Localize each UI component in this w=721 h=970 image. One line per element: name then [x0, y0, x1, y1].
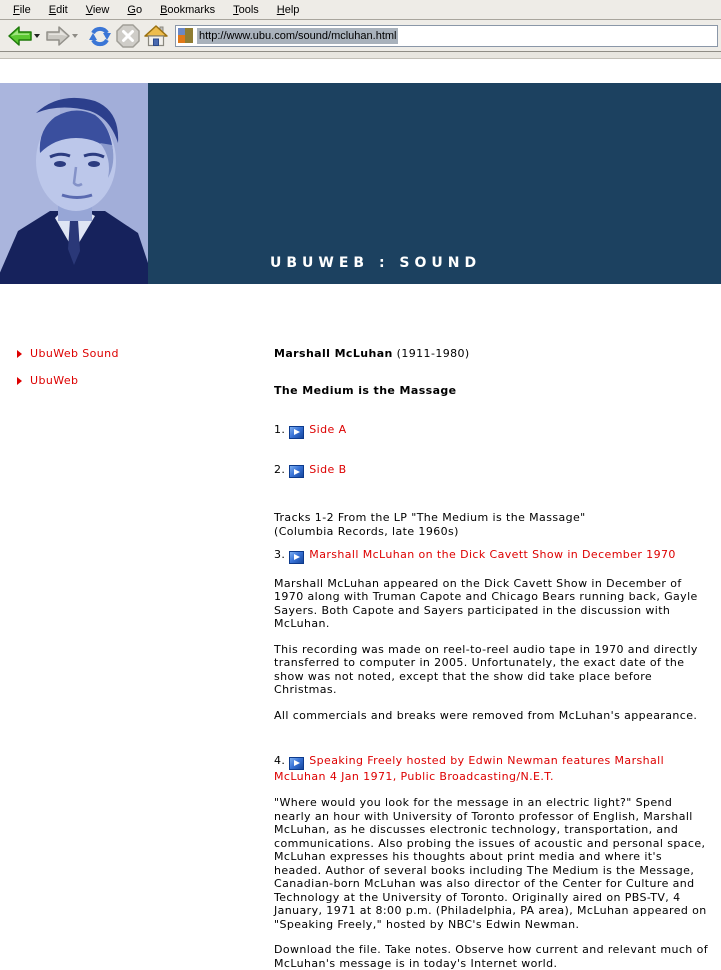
menu-file[interactable]: File: [13, 3, 31, 16]
banner-title: UBUWEB : SOUND: [270, 255, 482, 271]
track-row-3: [274, 548, 710, 564]
back-button[interactable]: [6, 22, 34, 50]
sidebar-item-label: UbuWeb: [30, 374, 79, 387]
paragraph-freely-1: "Where would you look for the message in an electric light?" Spend nearly an hour with University of Toronto professor of English, Marshall McLuhan, as he discusses electronic technology, transportation, and communications. Also probing the issues of acoustic and personal space, McLuhan expresses his thoughts about print media and where it's headed. Author of several books including The Medium is the Message, Canadian-born McLuhan was also director of the Center for Culture and Technology at the University of Toronto. Originally aired on PBS-TV, 4 January, 1971 at 8:00 p.m. (Philadelphia, PA area), McLuhan appeared on "Speaking Freely," hosted by NBC's Edwin Newman.: [274, 796, 707, 931]
paragraph-cavett-3: All commercials and breaks were removed from McLuhan's appearance.: [274, 708, 698, 722]
menu-bookmarks[interactable]: Bookmarks: [160, 3, 216, 16]
track-number: 1.: [274, 423, 286, 436]
stop-button[interactable]: [114, 22, 142, 50]
url-input[interactable]: [175, 25, 718, 47]
menu-tools[interactable]: Tools: [233, 3, 259, 16]
page-header: [0, 83, 721, 284]
menu-view[interactable]: View: [85, 3, 110, 16]
sidebar-item-ubuweb[interactable]: [17, 374, 274, 387]
lp-note-line2: (Columbia Records, late 1960s): [274, 524, 459, 538]
track-link-side-b[interactable]: Side B: [309, 462, 347, 476]
navigation-toolbar: [0, 20, 721, 52]
arrow-bullet-icon: [17, 377, 22, 385]
forward-dropdown-arrow[interactable]: [72, 34, 78, 38]
track-number: 3.: [274, 548, 286, 561]
back-dropdown-arrow[interactable]: [34, 34, 40, 38]
arrow-bullet-icon: [17, 350, 22, 358]
bookmarks-strip: [0, 52, 721, 59]
page-body: [0, 83, 721, 969]
home-icon: [143, 23, 169, 49]
play-icon[interactable]: [289, 426, 304, 439]
stop-icon: [115, 23, 141, 49]
sidebar: [0, 347, 274, 970]
track-number: 2.: [274, 462, 286, 476]
track-row-4: [274, 754, 710, 783]
track-link-speaking-freely[interactable]: Speaking Freely hosted by Edwin Newman features Marshall McLuhan 4 Jan 1971, Public Broadcasting/N.E.T.: [274, 754, 665, 783]
album-title: The Medium is the Massage: [274, 383, 457, 397]
paragraph-cavett-1: Marshall McLuhan appeared on the Dick Cavett Show in December of 1970 along with Truman Capote and Chicago Bears running back, Gayle Sayers. Both Capote and Sayers participated in the discussion with McLuhan.: [274, 576, 698, 630]
reload-icon: [87, 23, 113, 49]
play-icon[interactable]: [289, 465, 304, 478]
paragraph-freely-2: Download the file. Take notes. Observe how current and relevant much of McLuhan's message is in today's Internet world.: [274, 943, 708, 970]
site-favicon-icon[interactable]: [178, 28, 193, 43]
artist-years: (1911-1980): [392, 347, 470, 360]
track-link-cavett-show[interactable]: Marshall McLuhan on the Dick Cavett Show in December 1970: [309, 548, 676, 561]
reload-button[interactable]: [86, 22, 114, 50]
page-title: [274, 347, 710, 361]
paragraph-cavett-2: This recording was made on reel-to-reel audio tape in 1970 and directly transferred to computer in 2005. Unfortunately, the exact date of the show was not noted, except that the show did take place before Christmas.: [274, 642, 698, 696]
banner: [148, 83, 721, 284]
mcluhan-portrait-photo: [0, 83, 148, 284]
forward-icon: [45, 24, 71, 48]
menu-go[interactable]: Go: [127, 3, 143, 16]
play-icon[interactable]: [289, 551, 304, 564]
track-row-2: [274, 463, 710, 479]
artist-name: Marshall McLuhan: [274, 347, 393, 360]
menu-bar: [0, 0, 721, 20]
forward-button[interactable]: [44, 22, 72, 50]
play-icon[interactable]: [289, 757, 304, 770]
menu-edit[interactable]: Edit: [48, 3, 68, 16]
main-content: [274, 347, 710, 970]
lp-note: [274, 511, 710, 538]
sidebar-item-label: UbuWeb Sound: [30, 347, 119, 360]
sidebar-item-ubuweb-sound[interactable]: [17, 347, 274, 360]
track-link-side-a[interactable]: Side A: [309, 423, 347, 436]
menu-help[interactable]: Help: [276, 3, 300, 16]
track-number: 4.: [274, 754, 286, 767]
url-text-selected: http://www.ubu.com/sound/mcluhan.html: [199, 29, 397, 42]
track-row-1: [274, 423, 710, 439]
home-button[interactable]: [142, 22, 170, 50]
lp-note-line1: Tracks 1-2 From the LP "The Medium is the Massage": [274, 511, 586, 524]
back-icon: [7, 24, 33, 48]
